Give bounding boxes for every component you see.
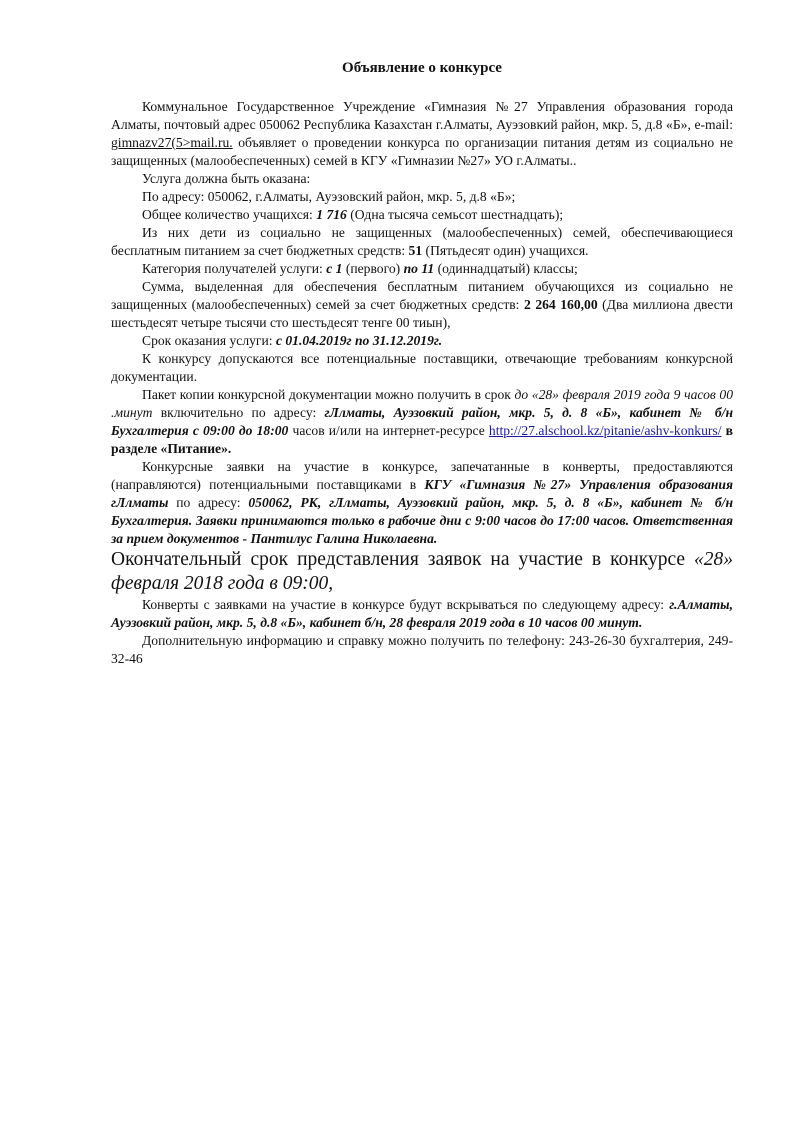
category-to-words: (одиннадцатый) классы;	[434, 261, 578, 276]
applications-address: 050062, РК, гЛлматы, Ауэзовкий район, мкр. 5, д. 8 «Б», кабинет № б/н Бухгалтерия. Заявки принимаются только в рабочие дни с 9:00 часов до 17:00 часов. Ответственная за прием документов	[111, 495, 733, 546]
category-label: Категория получателей услуги:	[142, 261, 327, 276]
documentation-deadline: до «28» февраля 2019 года 9 часов 00 .минут	[111, 387, 733, 420]
paragraph-category	[111, 260, 733, 278]
applications-person: Пантилус Галина Николаевна.	[250, 531, 438, 546]
intro-text-b: объявляет о проведении конкурса по организации питания детям из социально не защищенных (малообеспеченных) семей в КГУ «Гимназии №27» УО г.Алматы..	[111, 135, 733, 168]
applications-text-b: по адресу:	[168, 495, 249, 510]
final-deadline-date: «28» февраля 2018 года в 09:00,	[111, 549, 733, 594]
paragraph-free-meals	[111, 224, 733, 260]
free-meals-label: Из них дети из социально не защищенных (малообеспеченных) семей, обеспечивающиеся бесплатным питанием за счет бюджетных средств:	[111, 225, 733, 258]
paragraph-opening	[111, 596, 733, 632]
documentation-text-b: включительно по адресу:	[152, 405, 325, 420]
documentation-address: гЛлматы, Ауэзовкий район, мкр. 5, д. 8 «Б», кабинет № б/н Бухгалтерия с 09:00 до 18:00	[111, 405, 734, 438]
category-from: с 1	[326, 261, 343, 276]
student-count-words: (Одна тысяча семьсот шестнадцать);	[346, 207, 564, 222]
paragraph-service-period	[111, 332, 733, 350]
service-period-label: Срок оказания услуги:	[142, 333, 276, 348]
paragraph-applications	[111, 458, 733, 548]
documentation-text-a: Пакет копии конкурсной документации можно получить в срок	[142, 387, 515, 402]
document-body	[111, 98, 733, 668]
budget-sum: 2 264 160,00	[523, 297, 598, 312]
category-from-words: (первого)	[342, 261, 404, 276]
paragraph-intro	[111, 98, 733, 170]
free-meals-count: 51	[408, 243, 423, 258]
paragraph-service-address: По адресу: 050062, г.Алматы, Ауэзовский район, мкр. 5, д.8 «Б»;	[142, 189, 516, 204]
documentation-section: в разделе «Питание».	[111, 423, 733, 456]
student-count-value: 1 716	[316, 207, 347, 222]
opening-address: г.Алматы, Ауэзовкий район, мкр. 5, д.8 «Б», кабинет б/н, 28 февраля 2019 года в 10 часов 00 минут.	[111, 597, 733, 630]
final-deadline-text: Окончательный срок представления заявок на участие в конкурсе	[111, 549, 694, 570]
opening-text: Конверты с заявками на участие в конкурсе будут вскрываться по следующему адресу:	[142, 597, 670, 612]
paragraph-budget	[111, 278, 733, 332]
document-title: Объявление о конкурсе	[342, 60, 502, 76]
paragraph-documentation	[111, 386, 733, 458]
email-address: gimnazv27(5>mail.ru.	[111, 135, 233, 150]
applications-org: КГУ «Гимназия №27» Управления образования гЛлматы	[111, 477, 733, 510]
paragraph-student-count	[111, 206, 733, 224]
service-period-value: с 01.04.2019г по 31.12.2019г.	[275, 333, 443, 348]
paragraph-service-heading: Услуга должна быть оказана:	[142, 171, 311, 186]
paragraph-final-deadline	[111, 548, 733, 596]
student-count-label: Общее количество учащихся:	[142, 207, 317, 222]
applications-dash: -	[239, 531, 251, 546]
free-meals-words: (Пятьдесят один) учащихся.	[422, 243, 589, 258]
budget-label: Сумма, выделенная для обеспечения бесплатным питанием обучающихся из социально не защищенных (малообеспеченных) семей за счет бюджетных средств:	[111, 279, 733, 312]
konkurs-link[interactable]: http://27.alschool.kz/pitanie/ashv-konkurs/	[488, 423, 722, 438]
intro-text-a: Коммунальное Государственное Учреждение «Гимназия №27 Управления образования города Алматы, почтовый адрес 050062 Республика Казахстан г.Алматы, Ауэзовкий район, мкр. 5, д.8 «Б», e-mail:	[111, 99, 733, 132]
applications-text-a: Конкурсные заявки на участие в конкурсе, запечатанные в конверты, предоставляются (направляются) потенциальными поставщиками в	[111, 459, 733, 492]
paragraph-eligibility: К конкурсу допускаются все потенциальные поставщики, отвечающие требованиям конкурсной документации.	[111, 351, 733, 384]
category-to: по 11	[403, 261, 435, 276]
paragraph-contact: Дополнительную информацию и справку можно получить по телефону: 243-26-30 бухгалтерия, 249-32-46	[111, 633, 733, 666]
documentation-text-c: часов и/или на интернет-ресурсе	[288, 423, 489, 438]
budget-words: (Два миллиона двести шестьдесят четыре тысячи сто шестьдесят тенге 00 тиын),	[111, 297, 733, 330]
